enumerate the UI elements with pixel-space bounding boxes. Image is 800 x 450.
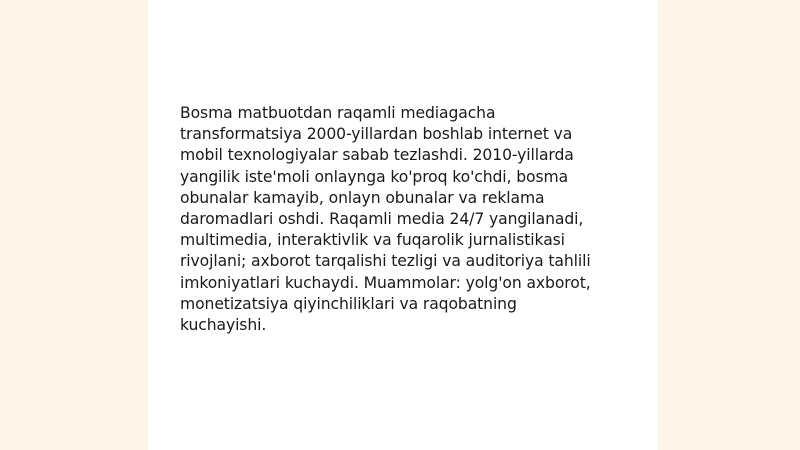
paragraph-line: Bosma matbuotdan raqamli mediagacha	[180, 104, 496, 122]
paragraph-line: imkoniyatlari kuchaydi. Muammolar: yolg'on axborot,	[180, 273, 591, 292]
paragraph-line: transformatsiya 2000-yillardan boshlab internet va	[180, 125, 573, 144]
paragraph-line: kuchayishi.	[180, 316, 267, 335]
paragraph-line: mobil texnologiyalar sabab tezlashdi. 2010-yillarda	[180, 146, 574, 165]
paragraph-line: daromadlari oshdi. Raqamli media 24/7 yangilanadi,	[180, 210, 584, 229]
paragraph-line: multimedia, interaktivlik va fuqarolik jurnalistikasi	[180, 231, 565, 250]
paragraph-line: rivojlani; axborot tarqalishi tezligi va auditoriya tahlili	[180, 252, 591, 271]
body-paragraph	[180, 103, 620, 336]
paragraph-line: obunalar kamayib, onlayn obunalar va reklama	[180, 188, 545, 207]
document-page	[148, 0, 658, 450]
paragraph-line: yangilik iste'moli onlaynga ko'proq ko'chdi, bosma	[180, 167, 569, 186]
paragraph-line: monetizatsiya qiyinchiliklari va raqobatning	[180, 294, 517, 313]
